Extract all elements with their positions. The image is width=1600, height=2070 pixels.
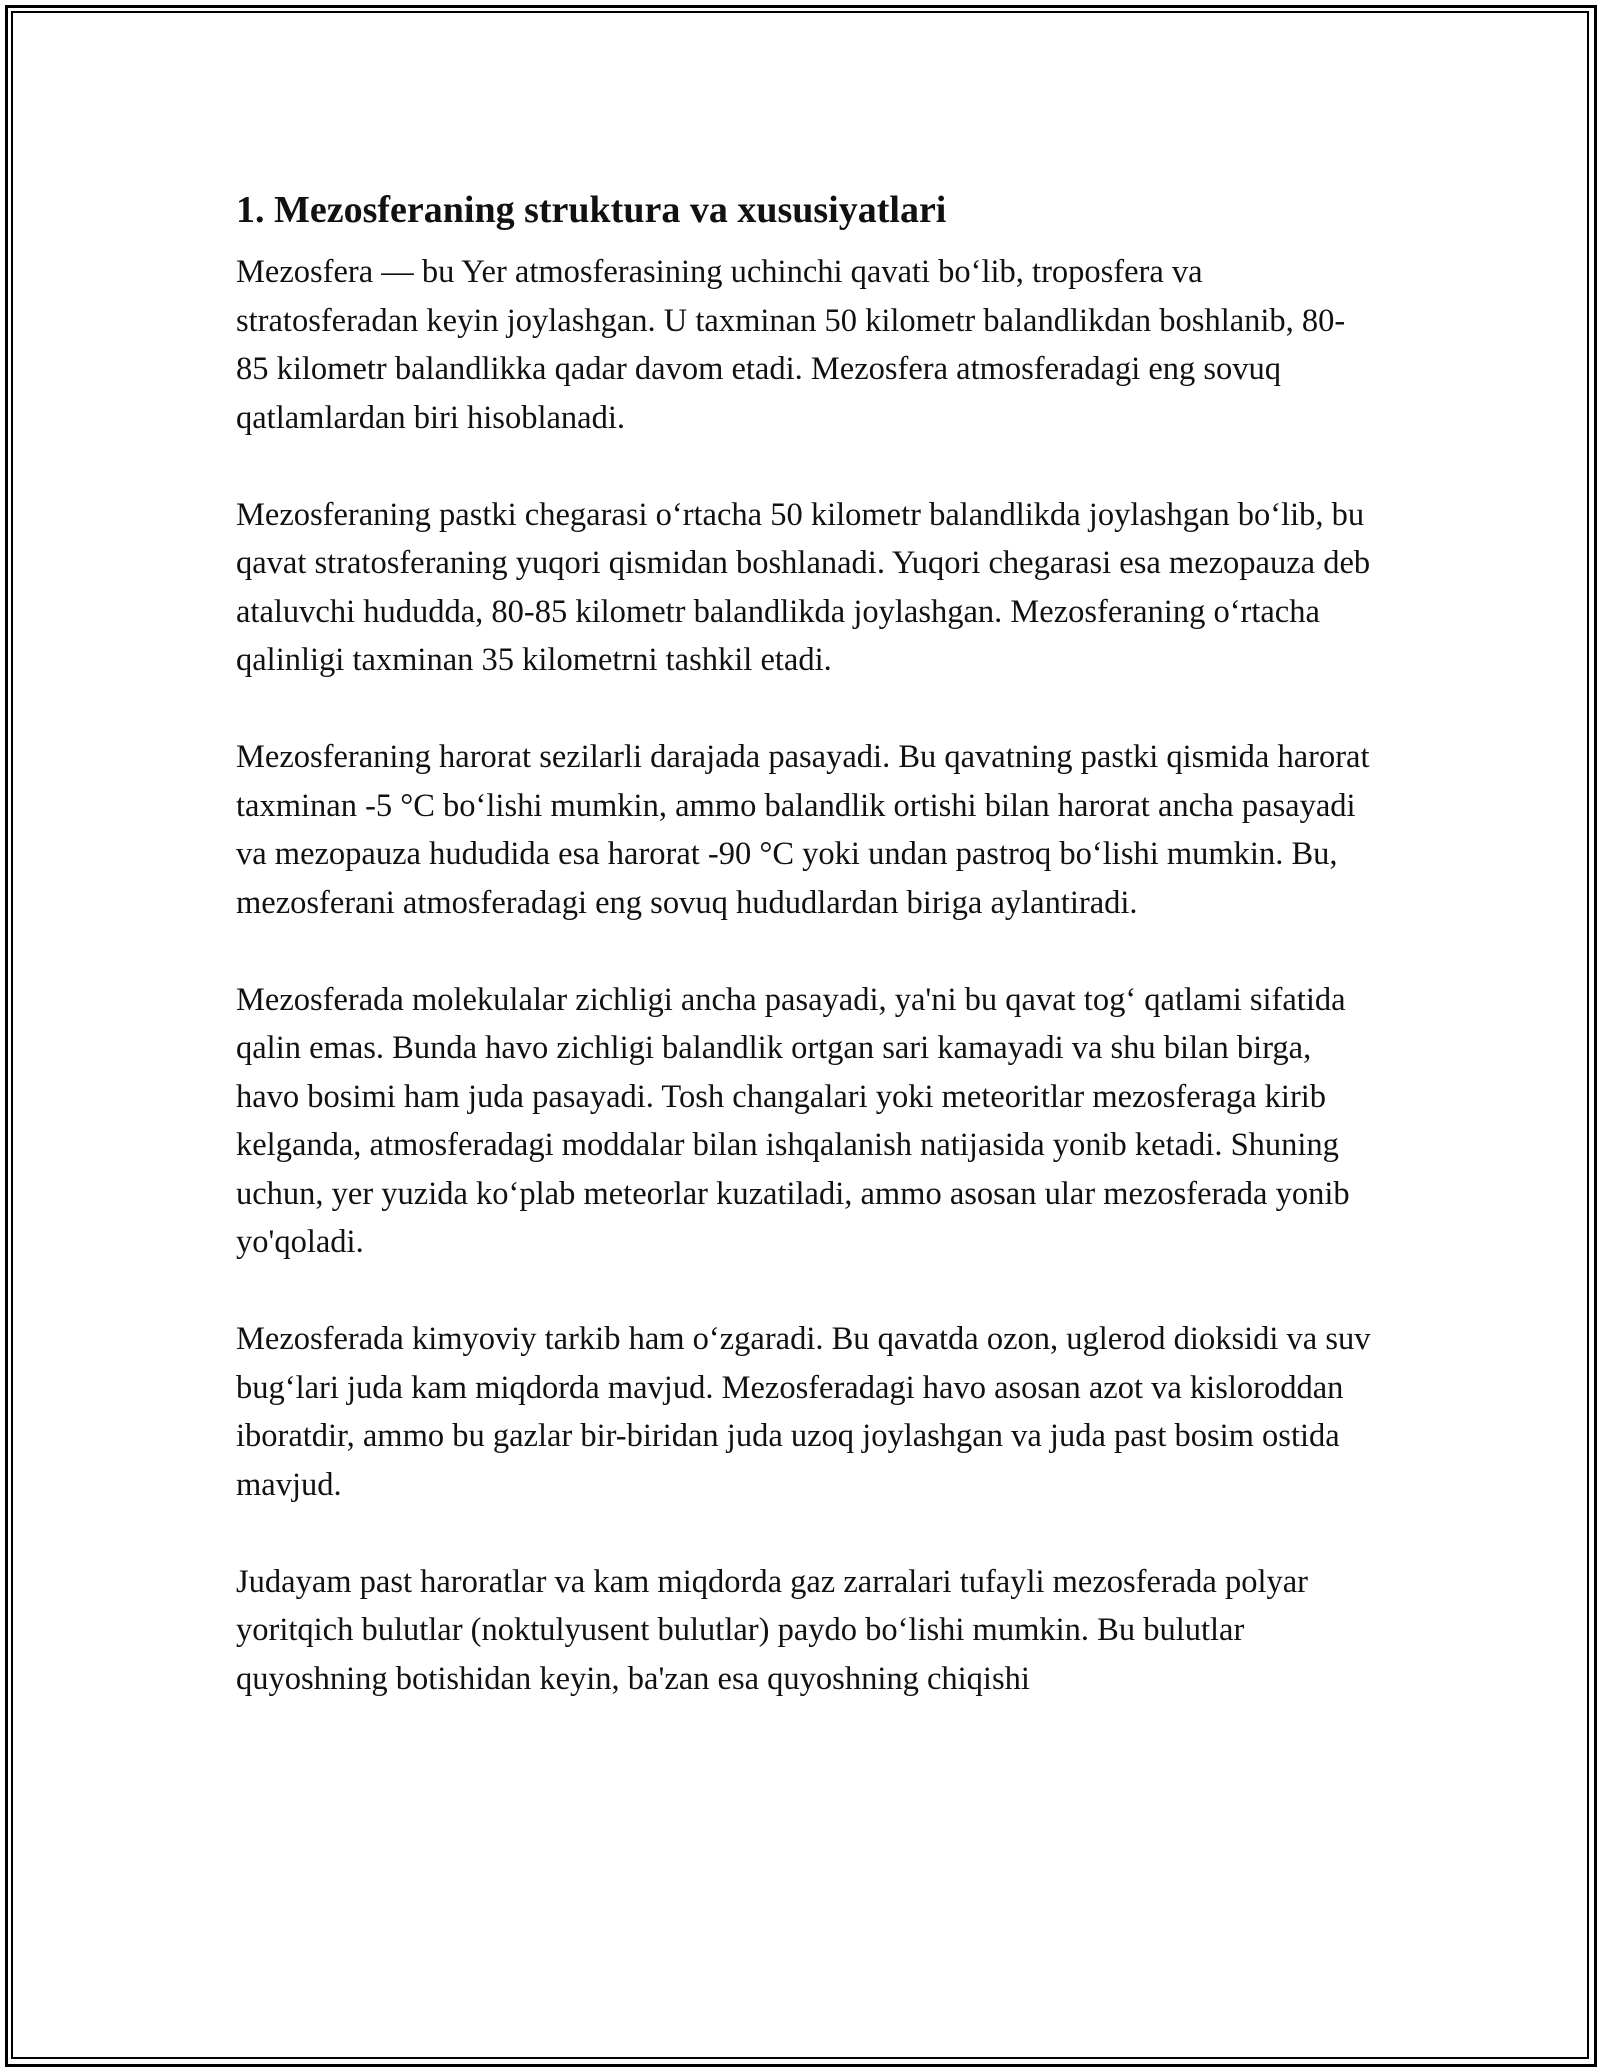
paragraph-clouds: Judayam past haroratlar va kam miqdorda gaz zarralari tufayli mezosferada polyar yoritqich bulutlar (noktulyusent bulutlar) paydo bo‘lishi mumkin. Bu bulutlar quyoshning botishidan keyin, ba'zan esa quyoshning chiqishi: [236, 1563, 1309, 1697]
paragraph-boundaries: Mezosferaning pastki chegarasi o‘rtacha 50 kilometr balandlikda joylashgan bo‘lib, bu qavat stratosferaning yuqori qismidan boshlanadi. Yuqori chegarasi esa mezopauza deb ataluvchi hududda, 80-85 kilometr balandlikda joylashgan. Mezosferaning o‘rtacha qalinligi taxminan 35 kilometrni tashkil etadi.: [236, 496, 1371, 678]
paragraph-intro: Mezosfera — bu Yer atmosferasining uchinchi qavati bo‘lib, troposfera va stratosferadan keyin joylashgan. U taxminan 50 kilometr balandlikdan boshlanib, 80-85 kilometr balandlikka qadar davom etadi. Mezosfera atmosferadagi eng sovuq qatlamlardan biri hisoblanadi.: [236, 254, 1346, 436]
paragraph-temperature: Mezosferaning harorat sezilarli darajada pasayadi. Bu qavatning pastki qismida harorat taxminan -5 °C bo‘lishi mumkin, ammo balandlik ortishi bilan harorat ancha pasayadi va mezopauza hududida esa harorat -90 °C yoki undan pastroq bo‘lishi mumkin. Bu, mezosferani atmosferadagi eng sovuq hududlardan biriga aylantiradi.: [236, 739, 1370, 921]
paragraph-density: Mezosferada molekulalar zichligi ancha pasayadi, ya'ni bu qavat tog‘ qatlami sifatida qalin emas. Bunda havo zichligi balandlik ortgan sari kamayadi va shu bilan birga, havo bosimi ham juda pasayadi. Tosh changalari yoki meteoritlar mezosferaga kirib kelganda, atmosferadagi moddalar bilan ishqalanish natijasida yonib ketadi. Shuning uchun, yer yuzida ko‘plab meteorlar kuzatiladi, ammo asosan ular mezosferada yonib yo'qoladi.: [236, 981, 1350, 1260]
paragraph-composition: Mezosferada kimyoviy tarkib ham o‘zgaradi. Bu qavatda ozon, uglerod dioksidi va suv bug‘lari juda kam miqdorda mavjud. Mezosferadagi havo asosan azot va kisloroddan iboratdir, ammo bu gazlar bir-biridan juda uzoq joylashgan va juda past bosim ostida mavjud.: [236, 1321, 1371, 1503]
document-body: [236, 186, 1372, 1752]
section-heading: 1. Mezosferaning struktura va xususiyatlari: [236, 189, 947, 231]
